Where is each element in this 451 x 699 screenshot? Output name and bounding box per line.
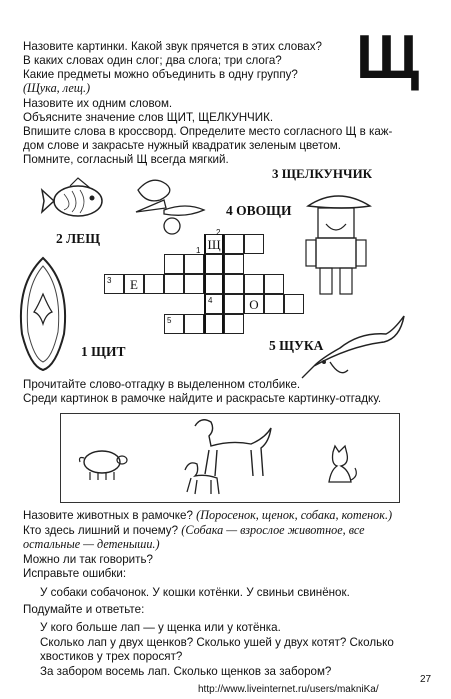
intro-line: В каких словах один слог; два слога; три слога? bbox=[23, 54, 282, 67]
question-line: остальные — детеныши.) bbox=[23, 537, 160, 551]
question-line: У кого больше лап — у щенка или у котёнка. bbox=[40, 621, 281, 634]
crossword-cell[interactable] bbox=[204, 234, 224, 254]
question-line: Можно ли так говорить? bbox=[23, 553, 153, 566]
crossword-cell[interactable] bbox=[284, 294, 304, 314]
big-letter: Щ bbox=[356, 23, 420, 92]
label-shchit: 1 ЩИТ bbox=[81, 344, 126, 359]
intro-line: дом слове и закрасьте нужный квадратик зеленым цветом. bbox=[23, 139, 341, 152]
footer-url[interactable]: http://www.liveinternet.ru/users/makniKa/ bbox=[198, 684, 379, 695]
crossword-number: 2 bbox=[216, 228, 221, 237]
crossword-number: 4 bbox=[208, 296, 213, 305]
crossword-cell[interactable] bbox=[244, 274, 264, 294]
piglet-icon[interactable] bbox=[76, 442, 131, 482]
crossword-cell[interactable] bbox=[224, 254, 244, 274]
crossword-cell[interactable] bbox=[244, 294, 264, 314]
crossword-cell[interactable] bbox=[124, 274, 144, 294]
crossword-number: 5 bbox=[167, 316, 172, 325]
question-line: За забором восемь лап. Сколько щенков за забором? bbox=[40, 665, 332, 678]
crossword-cell[interactable] bbox=[104, 274, 124, 294]
crossword-cell[interactable] bbox=[164, 254, 184, 274]
bream-fish-icon bbox=[40, 176, 115, 226]
crossword-cell[interactable] bbox=[264, 294, 284, 314]
crossword-cell[interactable] bbox=[184, 274, 204, 294]
crossword-cell[interactable] bbox=[204, 294, 224, 314]
crossword-cell[interactable] bbox=[164, 274, 184, 294]
crossword-cell[interactable] bbox=[204, 314, 224, 334]
animal-frame bbox=[60, 413, 400, 503]
question-line: Кто здесь лишний и почему? (Собака — взрослое животное, все bbox=[23, 523, 365, 537]
task-line: Среди картинок в рамочке найдите и раскрасьте картинку-отгадку. bbox=[23, 392, 382, 405]
question-line: Сколько лап у двух щенков? Сколько ушей у двух котят? Сколько bbox=[40, 636, 394, 649]
intro-line: Какие предметы можно объединить в одну группу? bbox=[23, 68, 298, 81]
crossword-letter: Щ bbox=[207, 237, 221, 252]
intro-line: Впишите слова в кроссворд. Определите место согласного Щ в каж- bbox=[23, 125, 393, 138]
crossword-cell[interactable] bbox=[184, 314, 204, 334]
question-line: Назовите животных в рамочке? (Поросенок, щенок, собака, котенок.) bbox=[23, 508, 393, 522]
crossword-cell[interactable] bbox=[224, 274, 244, 294]
shield-icon bbox=[14, 254, 72, 374]
vegetables-icon bbox=[130, 170, 210, 236]
crossword-cell[interactable] bbox=[204, 274, 224, 294]
crossword-cell[interactable] bbox=[184, 254, 204, 274]
crossword-cell[interactable] bbox=[264, 274, 284, 294]
task-line: Прочитайте слово-отгадку в выделенном столбике. bbox=[23, 378, 301, 391]
label-shchuka: 5 ЩУКА bbox=[269, 338, 324, 353]
label-leshch: 2 ЛЕЩ bbox=[56, 231, 101, 246]
puppy-icon[interactable] bbox=[179, 458, 229, 500]
label-ovoshchi: 4 ОВОЩИ bbox=[226, 203, 292, 218]
label-shchelkunchik: 3 ЩЕЛКУНЧИК bbox=[272, 166, 373, 181]
question-line: У собаки собачонок. У кошки котёнки. У свиньи свинёнок. bbox=[40, 586, 350, 599]
crossword-number: 3 bbox=[107, 276, 112, 285]
page-number: 27 bbox=[420, 674, 432, 685]
question-line: Исправьте ошибки: bbox=[23, 567, 127, 580]
intro-line: Объясните значение слов ЩИТ, ЩЕЛКУНЧИК. bbox=[23, 111, 274, 124]
intro-line: Назовите картинки. Какой звук прячется в этих словах? bbox=[23, 40, 322, 53]
nutcracker-icon bbox=[304, 188, 374, 298]
question-line: Подумайте и ответьте: bbox=[23, 603, 145, 616]
crossword-letter: Е bbox=[130, 277, 138, 292]
crossword-cell[interactable] bbox=[224, 234, 244, 254]
crossword-number: 1 bbox=[196, 246, 201, 255]
crossword-cell[interactable] bbox=[204, 254, 224, 274]
intro-line: (Щука, лещ.) bbox=[23, 81, 91, 95]
crossword-cell[interactable] bbox=[164, 314, 184, 334]
question-line: хвостиков у трех поросят? bbox=[40, 650, 183, 663]
intro-line: Помните, согласный Щ всегда мягкий. bbox=[23, 153, 229, 166]
kitten-icon[interactable] bbox=[319, 444, 359, 488]
crossword-letter: О bbox=[249, 297, 259, 312]
pike-fish-icon bbox=[300, 312, 410, 392]
crossword-cell[interactable] bbox=[224, 314, 244, 334]
crossword-cell[interactable] bbox=[244, 234, 264, 254]
crossword-cell[interactable] bbox=[144, 274, 164, 294]
crossword-cell[interactable] bbox=[224, 294, 244, 314]
intro-line: Назовите их одним словом. bbox=[23, 97, 173, 110]
